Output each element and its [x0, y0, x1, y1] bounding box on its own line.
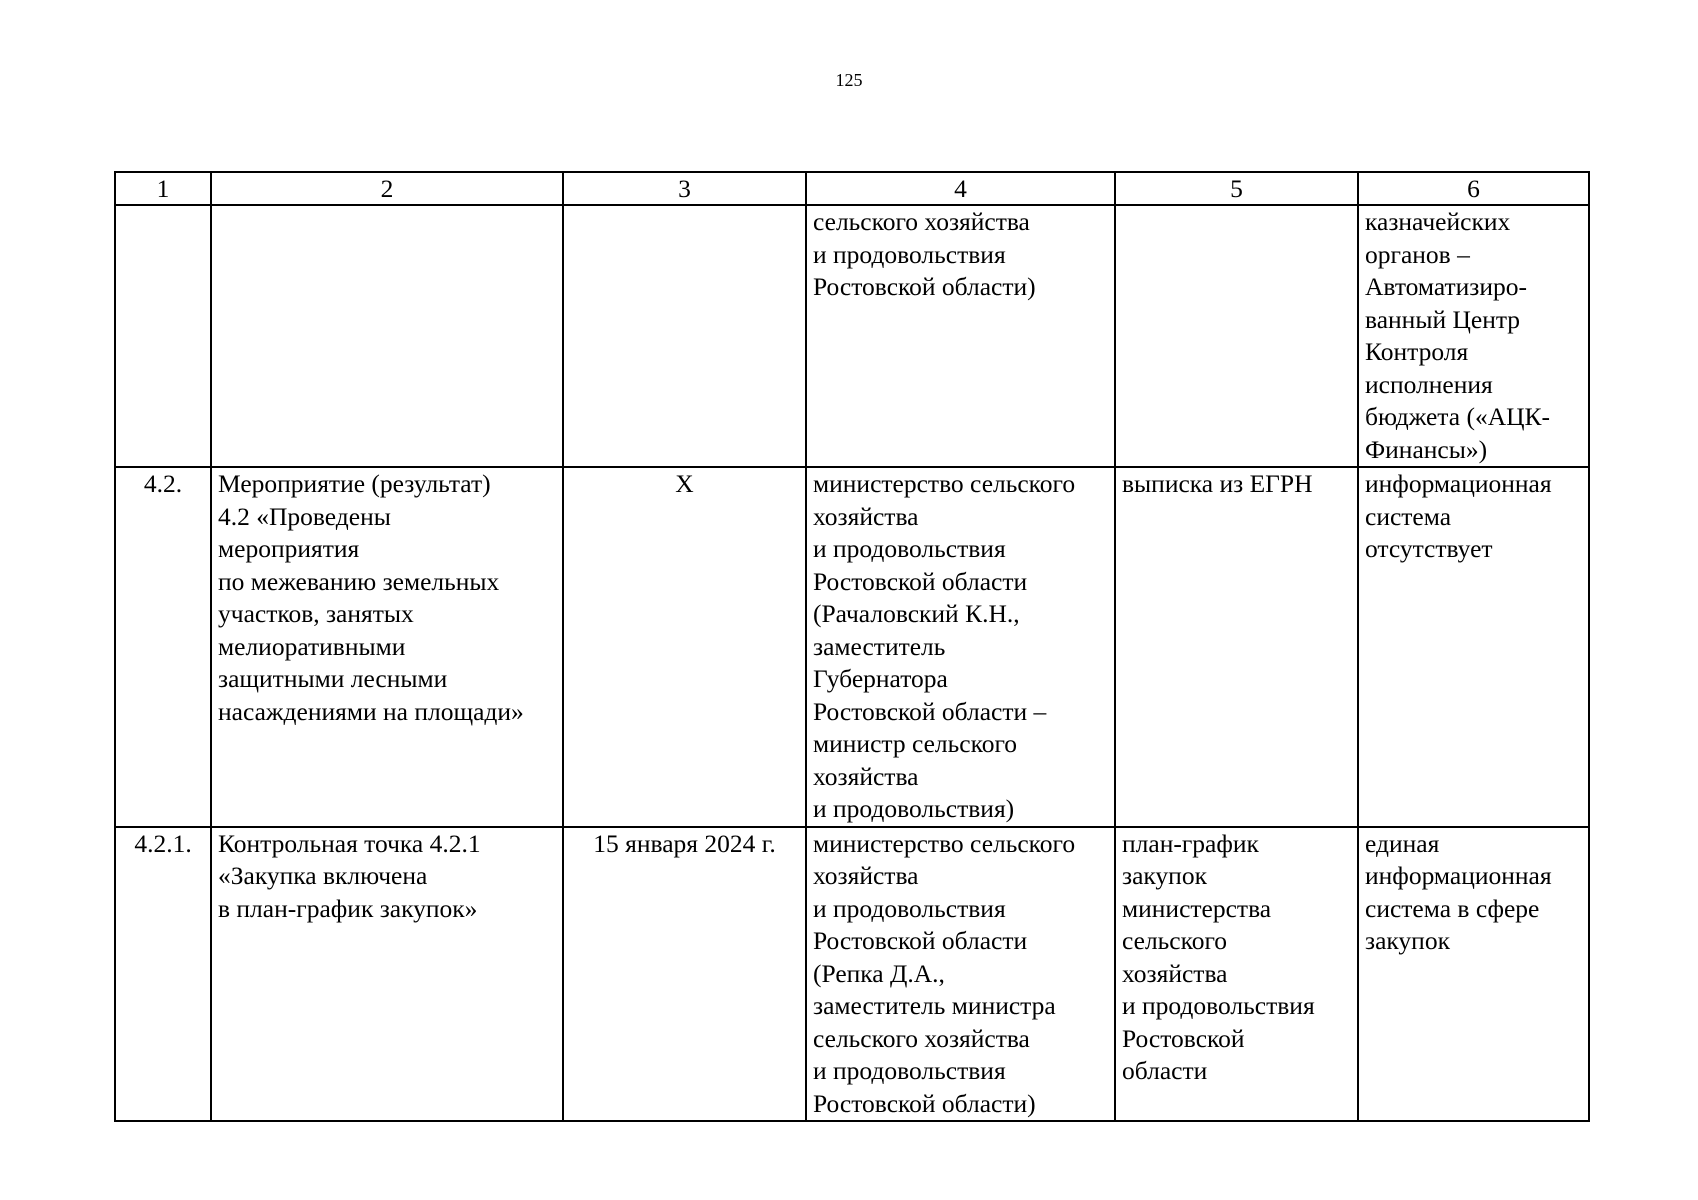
- row-document-cell: план-график закупок министерства сельского хозяйства и продовольствия Ростовской области: [1115, 827, 1358, 1122]
- activities-table: [114, 171, 1590, 1122]
- row-date-cell: Х: [563, 467, 806, 827]
- row-responsible-cell: министерство сельского хозяйства и продовольствия Ростовской области (Рачаловский К.Н., заместитель Губернатора Ростовской области – министр сельского хозяйства и продовольствия): [806, 467, 1115, 827]
- table-row: [115, 205, 1589, 467]
- row-name-cell: Контрольная точка 4.2.1 «Закупка включена в план-график закупок»: [211, 827, 563, 1122]
- table-row: [115, 467, 1589, 827]
- row-name-cell: Мероприятие (результат) 4.2 «Проведены мероприятия по межеванию земельных участков, занятых мелиоративными защитными лесными насаждениями на площади»: [211, 467, 563, 827]
- column-header: 4: [806, 172, 1115, 205]
- row-number-cell: 4.2.1.: [115, 827, 211, 1122]
- row-number-cell: [115, 205, 211, 467]
- table-row: [115, 827, 1589, 1122]
- row-document-cell: выписка из ЕГРН: [1115, 467, 1358, 827]
- row-document-cell: [1115, 205, 1358, 467]
- page-number: 125: [835, 70, 863, 90]
- row-number-cell: 4.2.: [115, 467, 211, 827]
- row-responsible-cell: министерство сельского хозяйства и продовольствия Ростовской области (Репка Д.А., заместитель министра сельского хозяйства и продовольствия Ростовской области): [806, 827, 1115, 1122]
- row-system-cell: единая информационная система в сфере закупок: [1358, 827, 1589, 1122]
- table-header-row: [115, 172, 1589, 205]
- row-responsible-cell: сельского хозяйства и продовольствия Ростовской области): [806, 205, 1115, 467]
- row-system-cell: казначейских органов – Автоматизиро- ванный Центр Контроля исполнения бюджета («АЦК- Финансы»): [1358, 205, 1589, 467]
- column-header: 1: [115, 172, 211, 205]
- column-header: 6: [1358, 172, 1589, 205]
- column-header: 3: [563, 172, 806, 205]
- row-date-cell: 15 января 2024 г.: [563, 827, 806, 1122]
- row-system-cell: информационная система отсутствует: [1358, 467, 1589, 827]
- column-header: 5: [1115, 172, 1358, 205]
- column-header: 2: [211, 172, 563, 205]
- row-date-cell: [563, 205, 806, 467]
- row-name-cell: [211, 205, 563, 467]
